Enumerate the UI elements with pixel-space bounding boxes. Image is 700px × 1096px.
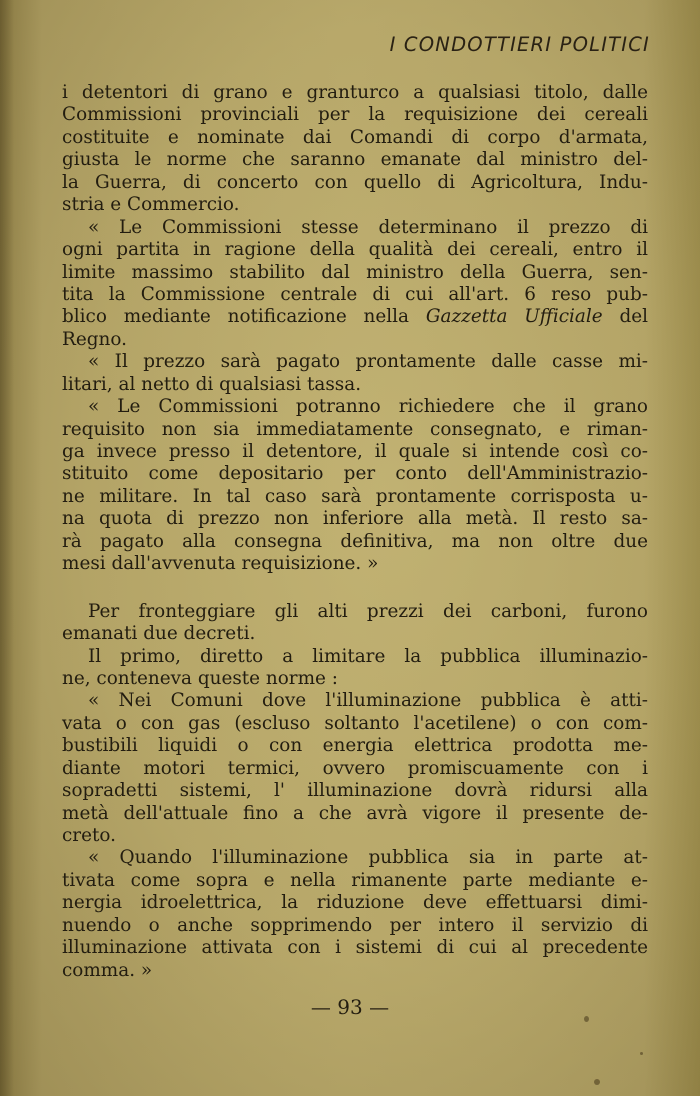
paragraph-deposit (62, 396, 648, 576)
text-line: tita la Commissione centrale di cui all'art. 6 reso pub- (62, 283, 648, 305)
text-line: la Guerra, di concerto con quello di Agricoltura, Indu- (62, 171, 648, 193)
text-line: creto. (62, 825, 116, 846)
text-line: metà dell'attuale fino a che avrà vigore il presente de- (62, 802, 648, 824)
text-line: « Quando l'illuminazione pubblica sia in parte at- (88, 847, 648, 869)
text-line: Regno. (62, 328, 127, 350)
text-line: Il primo, diretto a limitare la pubblica illuminazio- (88, 645, 648, 667)
text-line: « Nei Comuni dove l'illuminazione pubblica è atti- (88, 690, 648, 712)
paragraph-commission-price (62, 217, 648, 352)
text-line: rà pagato alla consegna definitiva, ma non oltre due (62, 530, 648, 552)
text-line: diante motori termici, ovvero promiscuamente con i (62, 757, 648, 779)
text-line (62, 306, 648, 328)
text-fragment: del (602, 306, 648, 328)
page-body (62, 82, 648, 982)
text-line: ogni partita in ragione della qualità dei cereali, entro il (62, 239, 648, 261)
text-line: bustibili liquidi o con energia elettrica prodotta me- (62, 735, 648, 757)
text-line: « Le Commissioni potranno richiedere che il grano (88, 396, 648, 418)
text-line: stria e Commercio. (62, 194, 240, 216)
paragraph-grain-requisition-intro (62, 82, 648, 217)
text-line: i detentori di grano e granturco a qualsiasi titolo, dalle (62, 82, 648, 103)
paper-spot (584, 1016, 589, 1022)
gazette-title: Gazzetta Ufficiale (425, 306, 603, 328)
text-line: « Le Commissioni stesse determinano il prezzo di (88, 216, 648, 238)
text-line: emanati due decreti. (62, 623, 256, 645)
text-line: giusta le norme che saranno emanate dal ministro del- (62, 149, 648, 171)
paragraph-coal-prices (62, 601, 648, 646)
paper-spot (640, 1052, 643, 1055)
page-number: — 93 — (310, 995, 390, 1019)
text-line: « Il prezzo sarà pagato prontamente dalle casse mi- (88, 351, 648, 373)
text-line: tivata come sopra e nella rimanente parte mediante e- (62, 869, 648, 891)
text-line: na quota di prezzo non inferiore alla metà. Il resto sa- (62, 508, 648, 530)
text-line: sopradetti sistemi, l' illuminazione dovrà ridursi alla (62, 780, 648, 802)
text-line: Per fronteggiare gli alti prezzi dei carboni, furono (88, 600, 648, 622)
text-line: Commissioni provinciali per la requisizione dei cereali (62, 104, 648, 126)
text-line: costituite e nominate dai Comandi di corpo d'armata, (62, 126, 648, 148)
paragraph-payment (62, 351, 648, 396)
running-head: I CONDOTTIERI POLITICI (389, 33, 650, 56)
paragraph-hydroelectric (62, 847, 648, 982)
paragraph-lighting-reduction (62, 690, 648, 847)
text-line: requisito non sia immediatamente consegnato, e riman- (62, 418, 648, 440)
text-line: illuminazione attivata con i sistemi di cui al precedente (62, 937, 648, 959)
paragraph-first-decree (62, 646, 648, 691)
text-line: nuendo o anche sopprimendo per intero il servizio di (62, 914, 648, 936)
text-line: ga invece presso il detentore, il quale si intende così co- (62, 441, 648, 462)
text-line: comma. » (62, 959, 153, 981)
paragraph-gap (62, 576, 648, 601)
text-line: stituito come depositario per conto dell'Amministrazio- (62, 463, 648, 485)
text-line: litari, al netto di qualsiasi tassa. (62, 373, 362, 395)
text-line: vata o con gas (escluso soltanto l'acetilene) o con com- (62, 712, 648, 734)
text-line: ne militare. In tal caso sarà prontamente corrisposta u- (62, 485, 648, 507)
text-line: ne, conteneva queste norme : (62, 667, 338, 689)
text-line: limite massimo stabilito dal ministro della Guerra, sen- (62, 261, 648, 283)
text-line: mesi dall'avvenuta requisizione. » (62, 553, 379, 575)
paper-spot (594, 1079, 600, 1085)
text-fragment: blico mediante notificazione nella (62, 306, 426, 328)
text-line: nergia idroelettrica, la riduzione deve effettuarsi dimi- (62, 892, 648, 914)
